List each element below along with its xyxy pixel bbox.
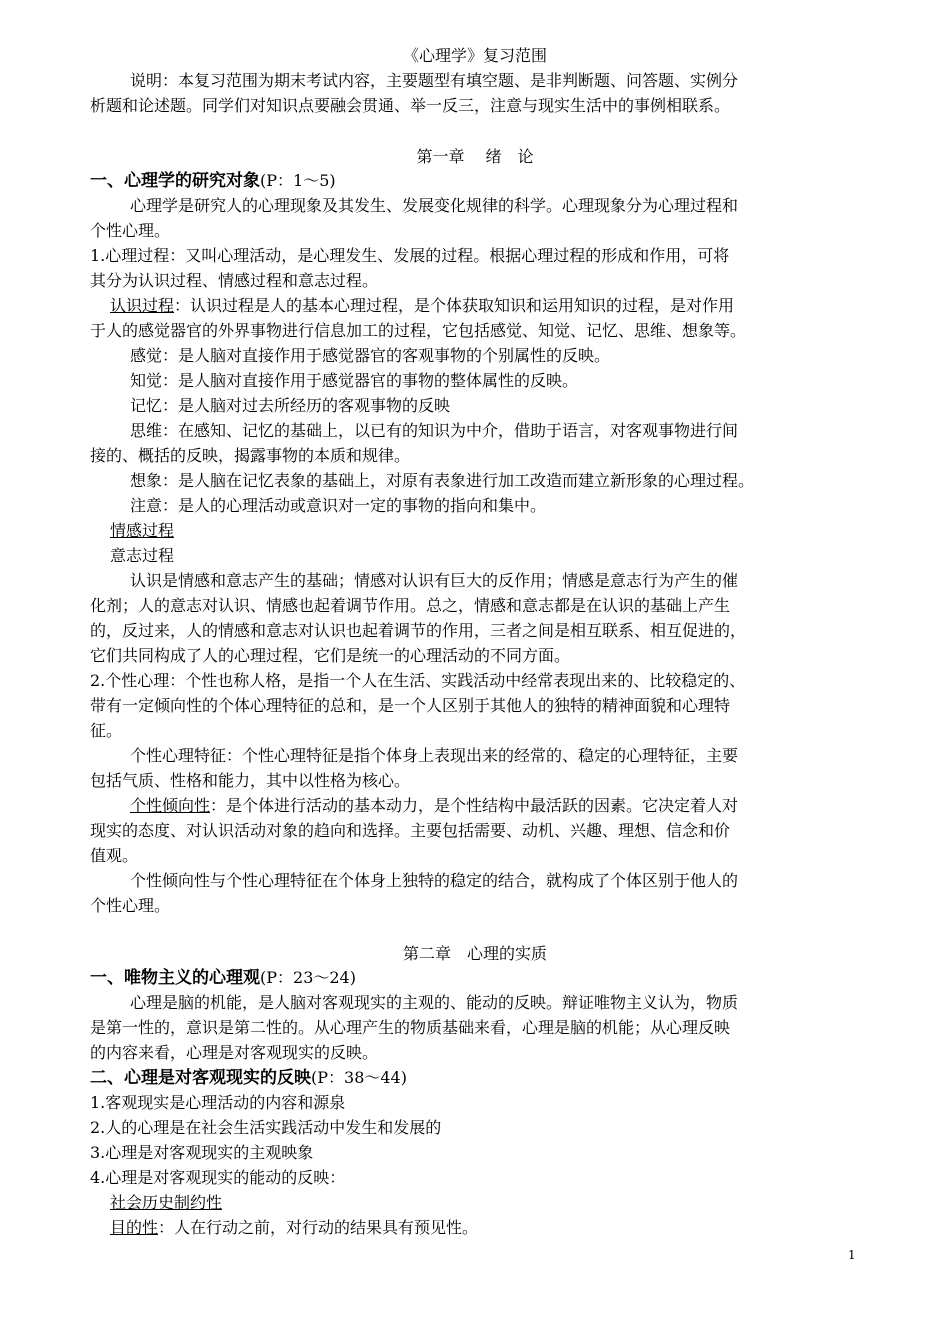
ch2-section1-heading — [90, 966, 860, 990]
thinking-def-line-2: 接的、概括的反映，揭露事物的本质和规律。 — [90, 446, 411, 465]
emotion-process-text: 情感过程 — [110, 521, 175, 540]
ch2-p1-line-2: 是第一性的，意识是第二性的。从心理产生的物质基础来看，心理是脑的机能；从心理反映 — [90, 1018, 731, 1037]
cognition-text: ：认识过程是人的基本心理过程，是个体获取知识和运用知识的过程，是对作用 — [174, 296, 735, 315]
emotion-process-label — [110, 519, 860, 543]
tendency-line-3: 值观。 — [90, 846, 139, 865]
ch1-p4-line-2: 带有一定倾向性的个体心理特征的总和，是一个人区别于其他人的独特的精神面貌和心理特 — [90, 696, 731, 715]
ch1-p6-line-2: 个性心理。 — [90, 896, 171, 915]
doc-title: 《心理学》复习范围 — [402, 46, 547, 65]
ch1-p1-line-1: 心理学是研究人的心理现象及其发生、发展变化规律的科学。心理现象分为心理过程和 — [130, 196, 739, 215]
social-constraint-label — [110, 1191, 860, 1215]
ch2-p1-line-3: 的内容来看，心理是对客观现实的反映。 — [90, 1043, 379, 1062]
purpose-text: ：人在行动之前，对行动的结果具有预见性。 — [158, 1218, 479, 1237]
chapter1-title: 第一章 绪 论 — [416, 147, 534, 166]
cognition-label: 认识过程 — [110, 296, 175, 315]
ch2-s2-page-ref: (P：38～44) — [311, 1068, 407, 1087]
ch1-p1-line-2: 个性心理。 — [90, 221, 171, 240]
attention-def: 注意：是人的心理活动或意识对一定的事物的指向和集中。 — [130, 496, 547, 515]
ch2-section2-heading — [90, 1066, 860, 1090]
ch1-section1-heading — [90, 169, 860, 193]
ch2-s2-head-text: 二、心理是对客观现实的反映 — [90, 1068, 311, 1088]
perception-def: 知觉：是人脑对直接作用于感觉器官的事物的整体属性的反映。 — [130, 371, 579, 390]
tendency-line-1 — [130, 794, 860, 818]
ch1-p3-line-1: 认识是情感和意志产生的基础；情感对认识有巨大的反作用；情感是意志行为产生的催 — [130, 571, 739, 590]
ch2-item-3: 3.心理是对客观现实的主观映象 — [90, 1143, 314, 1162]
tendency-label: 个性倾向性 — [130, 796, 211, 815]
ch1-p4-line-1: 2.个性心理：个性也称人格，是指一个人在生活、实践活动中经常表现出来的、比较稳定的、 — [90, 671, 746, 690]
chapter2-title: 第二章 心理的实质 — [402, 944, 547, 963]
ch1-p3-line-2: 化剂；人的意志对认识、情感也起着调节作用。总之，情感和意志都是在认识的基础上产生 — [90, 596, 731, 615]
ch2-s1-page-ref: (P：23～24) — [260, 968, 356, 987]
thinking-def-line-1: 思维：在感知、记忆的基础上，以已有的知识为中介，借助于语言，对客观事物进行间 — [130, 421, 739, 440]
purpose-line — [110, 1216, 860, 1240]
ch1-p6-line-1: 个性倾向性与个性心理特征在个体身上独特的稳定的结合，就构成了个体区别于他人的 — [130, 871, 739, 890]
purpose-label: 目的性 — [110, 1218, 159, 1237]
cognition-line-2: 于人的感觉器官的外界事物进行信息加工的过程，它包括感觉、知觉、记忆、思维、想象等。 — [90, 321, 747, 340]
ch2-item-4: 4.心理是对客观现实的能动的反映： — [90, 1168, 346, 1187]
ch1-p3-line-4: 它们共同构成了人的心理过程，它们是统一的心理活动的不同方面。 — [90, 646, 571, 665]
sensation-def: 感觉：是人脑对直接作用于感觉器官的客观事物的个别属性的反映。 — [130, 346, 611, 365]
imagination-def: 想象：是人脑在记忆表象的基础上，对原有表象进行加工改造而建立新形象的心理过程。 — [130, 471, 755, 490]
ch2-s1-head-text: 一、唯物主义的心理观 — [90, 968, 260, 988]
ch1-p5-line-1: 个性心理特征：个性心理特征是指个体身上表现出来的经常的、稳定的心理特征，主要 — [130, 746, 739, 765]
intro-line-2: 析题和论述题。同学们对知识点要融会贯通、举一反三，注意与现实生活中的事例相联系。 — [90, 96, 731, 115]
will-process-label: 意志过程 — [110, 546, 175, 565]
ch1-p2-line-1: 1.心理过程：又叫心理活动，是心理发生、发展的过程。根据心理过程的形成和作用，可将 — [90, 246, 730, 265]
ch2-p1-line-1: 心理是脑的机能，是人脑对客观现实的主观的、能动的反映。辩证唯物主义认为，物质 — [130, 993, 739, 1012]
intro-line-1: 说明：本复习范围为期末考试内容，主要题型有填空题、是非判断题、问答题、实例分 — [130, 71, 739, 90]
ch1-s1-head-text: 一、心理学的研究对象 — [90, 171, 260, 191]
memory-def: 记忆：是人脑对过去所经历的客观事物的反映 — [130, 396, 451, 415]
tendency-line-2: 现实的态度、对认识活动对象的趋向和选择。主要包括需要、动机、兴趣、理想、信念和价 — [90, 821, 731, 840]
ch2-item-1: 1.客观现实是心理活动的内容和源泉 — [90, 1093, 346, 1112]
ch1-p3-line-3: 的，反过来，人的情感和意志对认识也起着调节的作用，三者之间是相互联系、相互促进的， — [90, 621, 747, 640]
ch1-p4-line-3: 征。 — [90, 721, 123, 740]
ch1-s1-page-ref: (P：1～5) — [260, 171, 336, 190]
tendency-text: ：是个体进行活动的基本动力，是个性结构中最活跃的因素。它决定着人对 — [210, 796, 739, 815]
ch1-p2-line-2: 其分为认识过程、情感过程和意志过程。 — [90, 271, 379, 290]
social-constraint-text: 社会历史制约性 — [110, 1193, 223, 1212]
cognition-line-1 — [110, 294, 860, 318]
ch2-item-2: 2.人的心理是在社会生活实践活动中发生和发展的 — [90, 1118, 442, 1137]
ch1-p5-line-2: 包括气质、性格和能力，其中以性格为核心。 — [90, 771, 411, 790]
page-number: 1 — [848, 1248, 856, 1262]
